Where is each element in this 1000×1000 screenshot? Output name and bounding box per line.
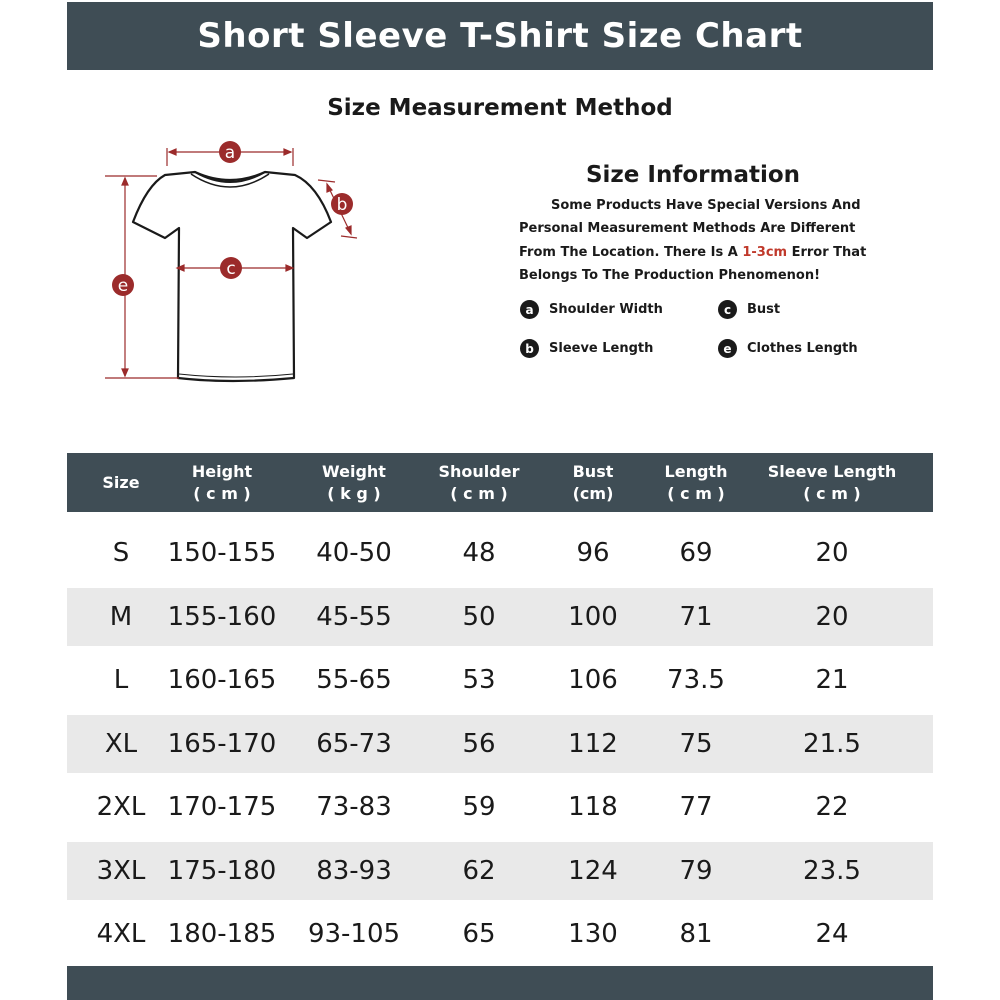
legend-label: Clothes Length: [747, 341, 858, 356]
column-header-label: Size: [102, 472, 140, 492]
svg-text:b: b: [336, 195, 348, 215]
column-header-label: Shoulder: [438, 461, 520, 481]
legend-item-bust: [718, 300, 780, 319]
info-text-before: Some Products Have Special Versions And Personal Measurement Methods Are Different From The Location. There Is A: [519, 198, 861, 260]
svg-text:a: a: [224, 143, 236, 163]
table-cell: 130: [568, 919, 618, 949]
table-cell: 79: [679, 855, 713, 886]
column-header: [419, 453, 539, 512]
table-row: [67, 778, 933, 836]
marker-e-icon: [112, 274, 134, 296]
table-row: [67, 715, 933, 773]
table-cell: 21.5: [803, 728, 861, 759]
svg-text:e: e: [117, 276, 129, 296]
table-cell: 48: [462, 538, 496, 568]
table-cell: 45-55: [316, 601, 392, 632]
column-header-label: Length: [664, 461, 728, 481]
table-cell: 96: [576, 538, 610, 568]
table-row: [67, 524, 933, 582]
table-cell: XL: [104, 728, 138, 759]
column-header: [152, 453, 292, 512]
table-cell: 83-93: [316, 855, 392, 886]
info-text-highlight: 1-3cm: [742, 244, 788, 260]
table-cell: 175-180: [167, 855, 277, 886]
marker-c-icon: [220, 257, 242, 279]
table-cell: 20: [815, 538, 849, 568]
table-cell: 69: [679, 538, 713, 568]
table-cell: 165-170: [167, 728, 277, 759]
column-header: [646, 453, 746, 512]
table-cell: 124: [568, 855, 618, 886]
table-cell: 73-83: [316, 792, 392, 822]
table-cell: S: [112, 538, 130, 568]
legend-item-length: [718, 339, 858, 358]
column-header-unit: ( c m ): [450, 483, 508, 503]
info-text-after: Error That Belongs To The Production Phenomenon!: [519, 244, 867, 283]
legend-c-icon: c: [718, 300, 737, 319]
page-title: Short Sleeve T-Shirt Size Chart: [197, 16, 803, 56]
legend-a-icon: a: [520, 300, 539, 319]
table-cell: 20: [815, 601, 849, 632]
table-cell: 65-73: [316, 728, 392, 759]
table-cell: M: [109, 601, 133, 632]
column-header-label: Sleeve Length: [767, 461, 897, 481]
table-cell: 112: [568, 728, 618, 759]
table-cell: 53: [462, 665, 496, 695]
table-cell: 56: [462, 728, 496, 759]
table-cell: 24: [815, 919, 849, 949]
table-cell: 23.5: [803, 855, 861, 886]
table-cell: 100: [568, 601, 618, 632]
table-cell: 170-175: [167, 792, 277, 822]
info-title: Size Information: [585, 162, 801, 188]
table-row: [67, 905, 933, 963]
bottom-bar: [67, 966, 933, 1000]
method-title: Size Measurement Method: [327, 95, 673, 121]
table-cell: 59: [462, 792, 496, 822]
legend-b-icon: b: [520, 339, 539, 358]
table-cell: 2XL: [96, 792, 146, 822]
column-header-unit: (cm): [572, 483, 614, 503]
info-text: [519, 194, 869, 287]
column-header: [548, 453, 638, 512]
table-cell: 106: [568, 665, 618, 695]
column-header-label: Weight: [322, 461, 386, 481]
legend-item-shoulder: [520, 300, 663, 319]
table-cell: 77: [679, 792, 713, 822]
table-row: [67, 651, 933, 709]
table-cell: 55-65: [316, 665, 392, 695]
table-cell: 155-160: [167, 601, 277, 632]
svg-text:c: c: [226, 259, 236, 279]
title-bar: [67, 2, 933, 70]
table-cell: 160-165: [167, 665, 277, 695]
table-cell: 40-50: [316, 538, 392, 568]
table-cell: 50: [462, 601, 496, 632]
legend-e-icon: e: [718, 339, 737, 358]
table-cell: 81: [679, 919, 713, 949]
legend-label: Bust: [747, 302, 781, 317]
column-header-label: Bust: [572, 461, 614, 481]
table-cell: 75: [679, 728, 713, 759]
table-row: [67, 588, 933, 646]
tshirt-diagram: [95, 130, 385, 390]
column-header: [294, 453, 414, 512]
legend-item-sleeve: [520, 339, 653, 358]
column-header-unit: ( k g ): [327, 483, 381, 503]
table-cell: 65: [462, 919, 496, 949]
table-cell: 71: [679, 601, 713, 632]
table-cell: L: [113, 665, 129, 695]
table-cell: 22: [815, 792, 849, 822]
legend-label: Sleeve Length: [549, 341, 654, 356]
table-cell: 4XL: [96, 919, 146, 949]
marker-b-icon: [331, 193, 353, 215]
table-cell: 21: [815, 665, 849, 695]
column-header-unit: ( c m ): [803, 483, 861, 503]
legend-label: Shoulder Width: [549, 302, 663, 317]
table-cell: 73.5: [667, 665, 725, 695]
column-header-unit: ( c m ): [193, 483, 251, 503]
table-cell: 150-155: [167, 538, 277, 568]
column-header: [747, 453, 917, 512]
table-cell: 62: [462, 855, 496, 886]
column-header-label: Height: [191, 461, 253, 481]
column-header-unit: ( c m ): [667, 483, 725, 503]
marker-a-icon: [219, 141, 241, 163]
table-cell: 93-105: [307, 919, 401, 949]
table-cell: 3XL: [96, 855, 146, 886]
table-row: [67, 842, 933, 900]
table-cell: 118: [568, 792, 618, 822]
table-cell: 180-185: [167, 919, 277, 949]
